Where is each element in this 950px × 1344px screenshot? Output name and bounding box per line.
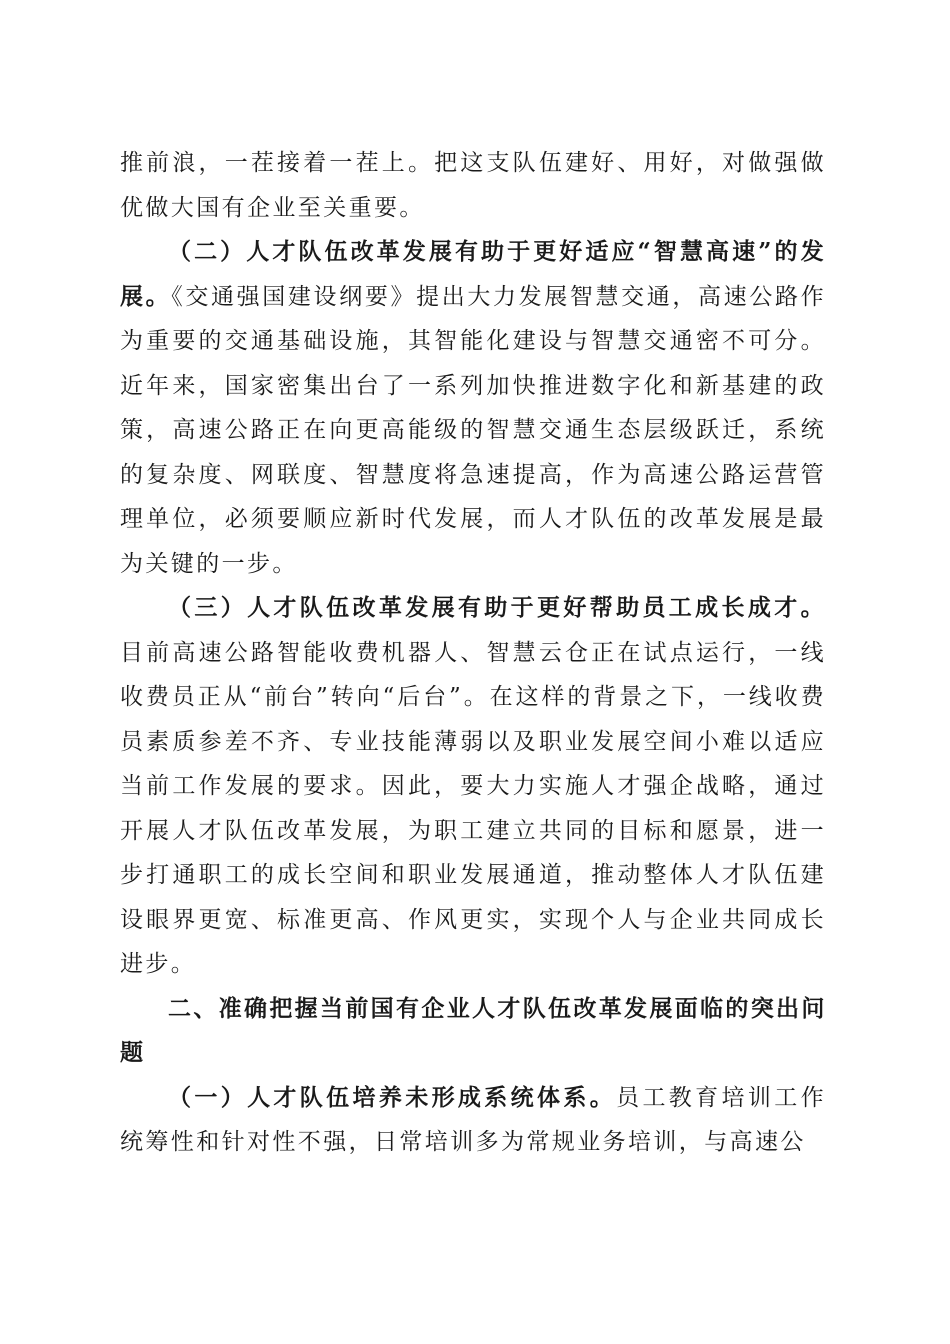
paragraph-smart-highway — [120, 230, 826, 586]
paragraph-body: 目前高速公路智能收费机器人、智慧云仓正在试点运行，一线收费员正从“前台”转向“后台”。在这样的背景之下，一线收费员素质参差不齐、专业技能薄弱以及职业发展空间小难以适应当前工作发展的要求。因此，要大力实施人才强企战略，通过开展人才队伍改革发展，为职工建立共同的目标和愿景，进一步打通职工的成长空间和职业发展通道，推动整体人才队伍建设眼界更宽、标准更高、作风更实，实现个人与企业共同成长进步。 — [120, 639, 826, 977]
paragraph-body: 员工教育培训工作统筹性和针对性不强，日常培训多为常规业务培训，与高速公 — [120, 1084, 826, 1155]
paragraph-training-system — [120, 1076, 826, 1165]
document-body — [120, 141, 826, 1165]
paragraph-lead: （一）人才队伍培养未形成系统体系。 — [168, 1083, 617, 1111]
paragraph-employee-growth — [120, 586, 826, 987]
paragraph-body: 《交通强国建设纲要》提出大力发展智慧交通，高速公路作为重要的交通基础设施，其智能化建设与智慧交通密不可分。近年来，国家密集出台了一系列加快推进数字化和新基建的政策，高速公路正在向更高能级的智慧交通生态层级跃迁，系统的复杂度、网联度、智慧度将急速提高，作为高速公路运营管理单位，必须要顺应新时代发展，而人才队伍的改革发展是最为关键的一步。 — [120, 283, 826, 577]
paragraph-lead: （三）人才队伍改革发展有助于更好帮助员工成长成才。 — [168, 594, 826, 621]
paragraph-lead: （二）人才队伍改革发展有助于更好适应“智慧高速”的发展。 — [120, 238, 826, 310]
paragraph-body: 推前浪，一茬接着一茬上。把这支队伍建好、用好，对做强做优做大国有企业至关重要。 — [120, 150, 826, 221]
paragraph-continuation — [120, 141, 826, 230]
section-heading: 二、准确把握当前国有企业人才队伍改革发展面临的突出问题 — [120, 995, 826, 1066]
